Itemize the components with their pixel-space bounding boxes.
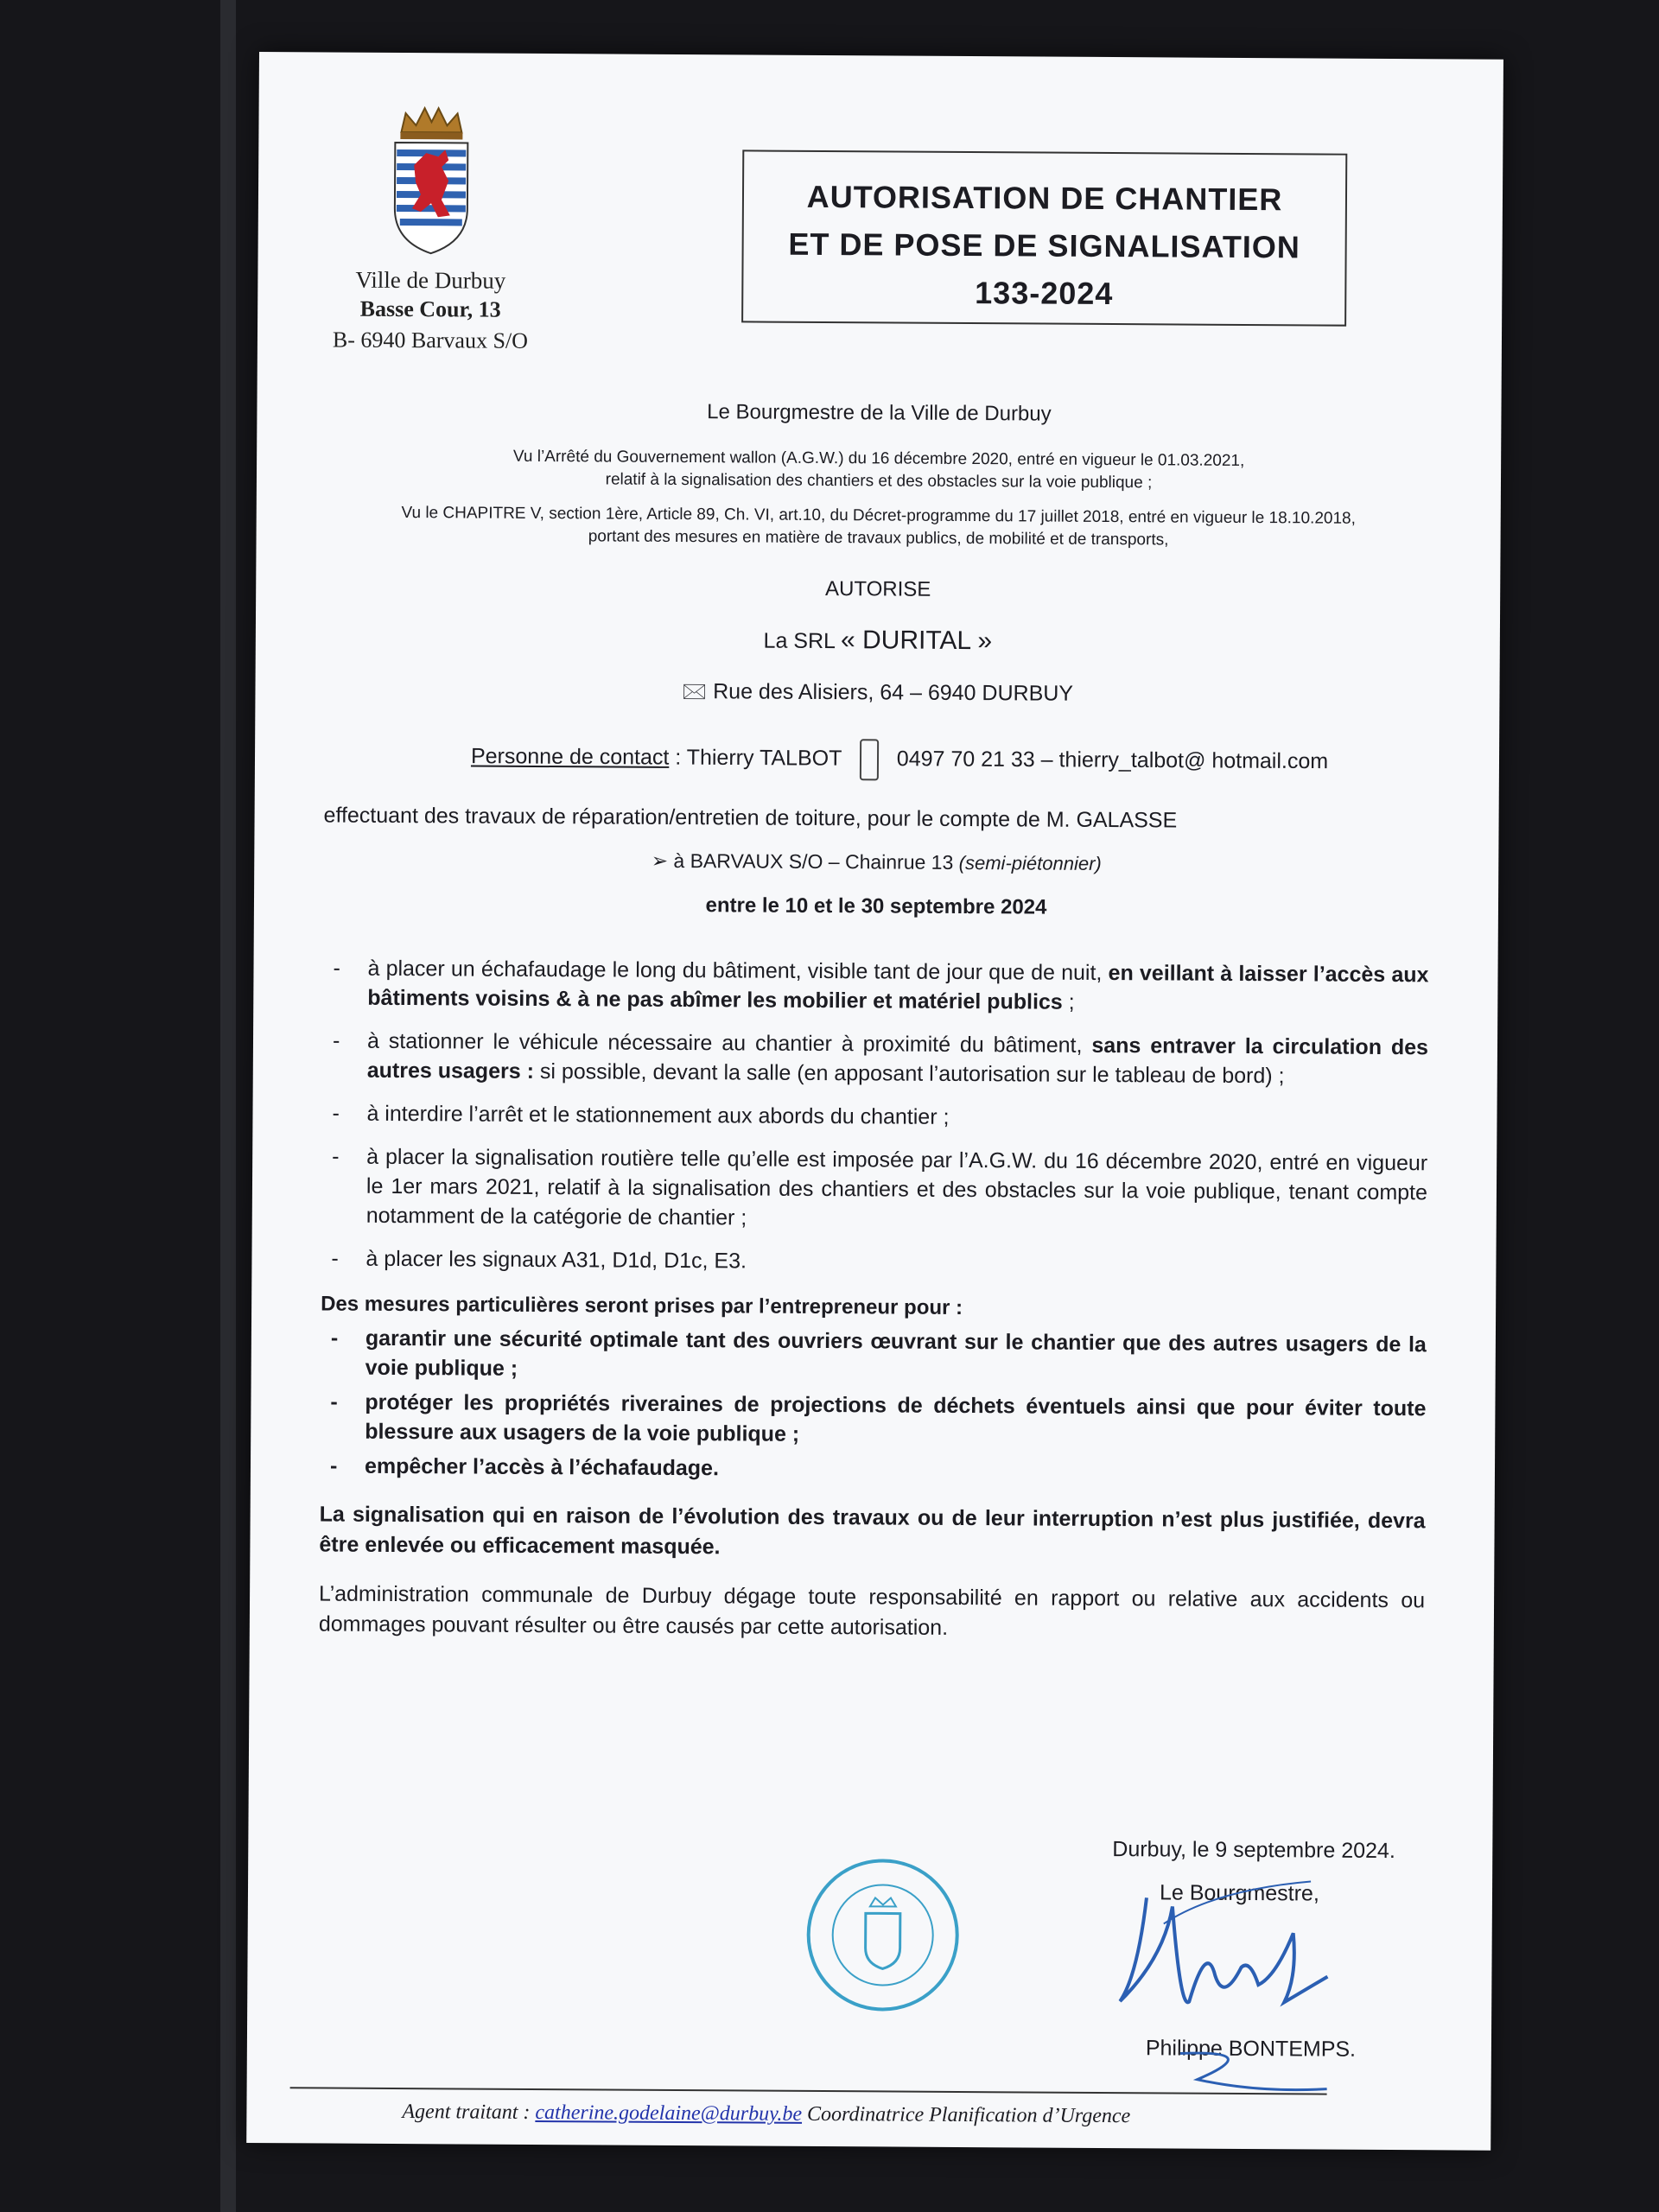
company-address-line (324, 672, 1430, 716)
authorization-item-emphasis: sans entraver la circulation des autres usagers : (366, 1033, 1429, 1084)
municipality-header (292, 104, 570, 357)
authorization-item-tail: ; (1062, 989, 1075, 1014)
works-description: effectuant des travaux de réparation/entretien de toiture, pour le compte de M. GALASSE (323, 803, 1178, 833)
authorization-item (322, 1026, 1428, 1091)
authorization-item-text: à placer les signaux A31, D1d, D1c, E3. (365, 1246, 747, 1274)
legal-reference-2-line-1: Vu le CHAPITRE V, section 1ère, Article 89, Ch. VI, art.10, du Décret-programme du 17 juillet 2018, entré en vigueur le 18.10.2018, (401, 504, 1356, 528)
authorization-item (322, 953, 1428, 1019)
legal-reference-1 (326, 444, 1432, 496)
document-sheet (246, 52, 1503, 2151)
footer (402, 2101, 1130, 2128)
authorization-item (321, 1098, 1427, 1135)
arrow-bullet-icon: ➢ (651, 849, 669, 872)
authorization-item (321, 1243, 1427, 1280)
coat-of-arms-icon (388, 105, 475, 261)
contact-label: Personne de contact (470, 744, 670, 770)
place-and-date: Durbuy, le 9 septembre 2024. (1112, 1837, 1395, 1864)
authorization-item-text: à placer la signalisation routière telle qu’elle est imposée par l’A.G.W. du 16 décembre 2020, entré en vigueur le 1er mars 2021, relatif à la signalisation des chantiers et des obstacles sur la voie publique, tenant compte notamment de la catégorie de chantier ; (365, 1144, 1428, 1230)
phone-icon (860, 739, 879, 780)
company-name: « DURITAL » (840, 626, 993, 656)
mail-icon: 🖂 (681, 679, 708, 704)
location-place: à BARVAUX S/O – Chainrue 13 (673, 849, 954, 874)
municipal-stamp-icon (800, 1853, 965, 2018)
company-address: Rue des Alisiers, 64 – 6940 DURBUY (713, 679, 1074, 706)
company-prefix: La SRL (763, 628, 836, 654)
mayor-signature (1111, 1872, 1337, 2046)
title-line-1: AUTORISATION DE CHANTIER (806, 178, 1283, 218)
signalisation-note: La signalisation qui en raison de l’évolution des travaux ou de leur interruption n’est plus justifiée, devra être enlevée ou efficacement masquée. (319, 1502, 1426, 1560)
city-name: Ville de Durbuy (355, 266, 506, 294)
work-period: entre le 10 et le 30 septembre 2024 (705, 893, 1047, 919)
signatory-name: Philippe BONTEMPS. (1145, 2036, 1357, 2062)
authorization-item-text: à interdire l’arrêt et le stationnement aux abords du chantier ; (366, 1101, 950, 1129)
document-title-box (741, 149, 1347, 326)
liability-disclaimer: L’administration communale de Durbuy dégage toute responsabilité en rapport ou relative aux accidents ou dommages pouvant résulter ou être causés par cette autorisation. (318, 1581, 1426, 1640)
screen-frame-edge (220, 0, 236, 2212)
authorise-heading: AUTORISE (825, 577, 931, 601)
contact-name: : Thierry TALBOT (669, 745, 842, 771)
signatory-role: Le Bourgmestre, (1159, 1880, 1319, 1906)
authorization-item-emphasis: en veillant à laisser l’accès aux bâtiments voisins & à ne pas abîmer les mobilier et matériel publics (367, 961, 1429, 1014)
postal-address: B- 6940 Barvaux S/O (332, 327, 529, 353)
contact-phone-email: 0497 70 21 33 – thierry_talbot@ hotmail.com (896, 747, 1329, 774)
authorization-list (321, 953, 1428, 1280)
agent-role: Coordinatrice Planification d’Urgence (807, 2102, 1131, 2128)
legal-reference-2-line-2: portant des mesures en matière de travaux publics, de mobilité et de transports, (588, 527, 1169, 550)
work-location (323, 847, 1429, 877)
signature-area (247, 1815, 1493, 2082)
title-line-2: ET DE POSE DE SIGNALISATION (788, 226, 1300, 265)
location-note: (semi-piétonnier) (958, 851, 1102, 874)
agent-email-link[interactable]: catherine.godelaine@durbuy.be (535, 2101, 803, 2126)
issuer-heading: Le Bourgmestre de la Ville de Durbuy (707, 400, 1052, 426)
footer-label: Agent traitant : (402, 2101, 531, 2124)
measure-item: - empêcher l’accès à l’échafaudage. (320, 1451, 1426, 1487)
measure-item: - garantir une sécurité optimale tant des ouvriers œuvrant sur le chantier que des autres usagers de la voie publique ; (321, 1323, 1427, 1389)
initials-mark (1163, 2044, 1336, 2106)
street-address: Basse Cour, 13 (359, 296, 501, 322)
measure-item: - protéger les propriétés riveraines de projections de déchets éventuels ainsi que pour éviter toute blessure aux usagers de la voie publique ; (320, 1387, 1426, 1452)
contact-line (324, 735, 1430, 784)
authorization-item-tail: si possible, devant la salle (en apposant l’autorisation sur le tableau de bord) ; (533, 1058, 1285, 1089)
measures-list (320, 1323, 1427, 1487)
document-body (319, 397, 1433, 1646)
legal-reference-1-line-2: relatif à la signalisation des chantiers et des obstacles sur la voie publique ; (605, 470, 1153, 493)
authorization-item-text: à stationner le véhicule nécessaire au chantier à proximité du bâtiment, (366, 1028, 1092, 1058)
authorization-item-text: à placer un échafaudage le long du bâtiment, visible tant de jour que de nuit, (367, 956, 1109, 986)
legal-reference-2 (326, 501, 1432, 553)
company-line (325, 622, 1431, 658)
authorization-item (321, 1141, 1428, 1236)
authorization-number: 133-2024 (975, 275, 1114, 312)
measures-heading: Des mesures particulières seront prises par l’entrepreneur pour : (321, 1292, 963, 1319)
legal-reference-1-line-1: Vu l’Arrêté du Gouvernement wallon (A.G.W.) du 16 décembre 2020, entré en vigueur le 01.03.2021, (512, 447, 1245, 470)
